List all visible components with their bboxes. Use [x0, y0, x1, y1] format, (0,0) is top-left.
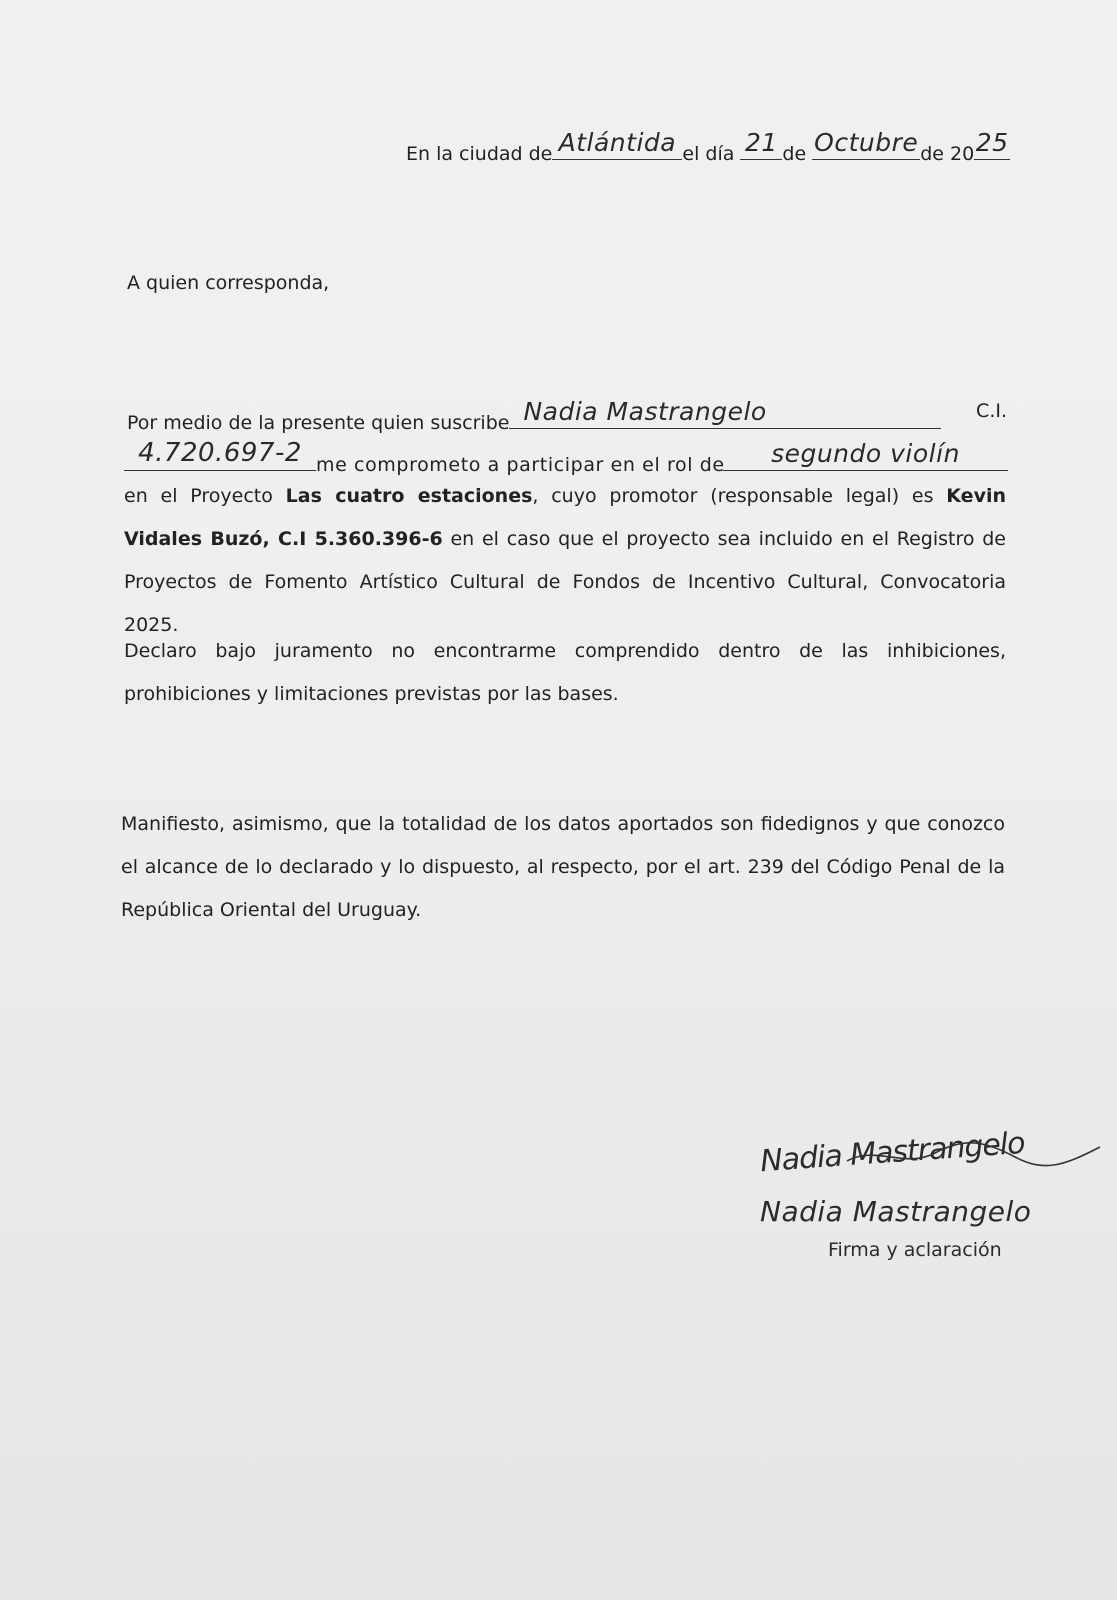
intro-line-2 — [124, 438, 1008, 476]
intro-text-1: Por medio de la presente quien suscribe — [127, 412, 510, 434]
project-text-2: , cuyo promotor (responsable legal) es — [532, 485, 947, 507]
month-value: Octubre — [814, 128, 919, 157]
promoter-name: Kevin Vidales Buzó, C.I 5.360.396-6 — [124, 485, 1006, 550]
city-value: Atlántida — [558, 128, 677, 157]
manifest-paragraph: Manifiesto, asimismo, que la totalidad de los datos aportados son fidedignos y que conozco el alcance de lo declarado y lo dispuesto, al respecto, por el art. 239 del Código Penal de la República Oriental del Uruguay. — [121, 813, 1005, 921]
month-field — [812, 128, 920, 160]
date-mid3: de 20 — [920, 143, 975, 165]
role-value: segundo violín — [771, 439, 960, 468]
greeting: A quien corresponda, — [127, 272, 330, 294]
date-prefix: En la ciudad de — [406, 143, 553, 165]
intro-text-2: me comprometo a participar en el rol de — [316, 454, 725, 476]
date-line — [406, 128, 1010, 165]
city-field — [552, 128, 682, 160]
ci-label: C.I. — [976, 400, 1007, 422]
date-mid2: de — [782, 143, 807, 165]
role-field — [723, 439, 1008, 471]
ci-field — [124, 438, 316, 471]
day-field — [740, 128, 782, 160]
declaration-paragraph: Declaro bajo juramento no encontrarme comprendido dentro de las inhibiciones, prohibiciones y limitaciones previstas por las bases. — [124, 640, 1006, 705]
date-mid1: el día — [682, 143, 735, 165]
name-value: Nadia Mastrangelo — [523, 397, 767, 426]
intro-line-1 — [127, 397, 1007, 434]
day-value: 21 — [745, 128, 778, 157]
project-text-1: en el Proyecto — [124, 485, 286, 507]
year-value: 25 — [975, 128, 1009, 157]
signature: Nadia Mastrangelo — [759, 1125, 1026, 1180]
year-field — [974, 128, 1010, 160]
ci-value: 4.720.697-2 — [138, 438, 302, 468]
name-field — [509, 397, 941, 429]
project-text-3: en el caso que el proyecto sea incluido en el Registro de Proyectos de Fomento Artístico Cultural de Fondos de Incentivo Cultural, Convocatoria 2025. — [124, 528, 1006, 636]
signature-scribble — [845, 1135, 1105, 1175]
printed-name: Nadia Mastrangelo — [760, 1195, 1032, 1228]
project-paragraph — [124, 475, 1006, 647]
project-name: Las cuatro estaciones — [285, 485, 533, 507]
signature-caption: Firma y aclaración — [828, 1239, 1002, 1261]
